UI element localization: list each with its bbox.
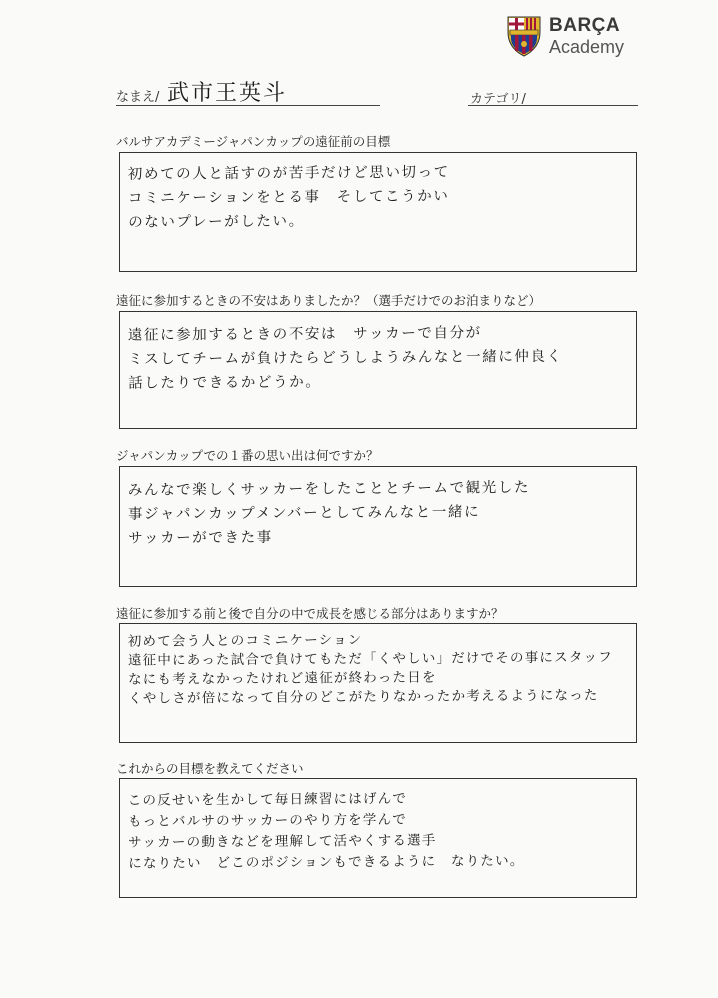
name-value: 武市王英斗 xyxy=(167,81,288,106)
answer-box-3 xyxy=(119,466,637,587)
answer-2-text: 遠征に参加するときの不安は サッカーで自分が ミスしてチームが負けたらどうしようみんなと一緒に仲良く 話したりできるかどうか。 xyxy=(127,325,563,392)
logo-subtitle: Academy xyxy=(549,37,625,57)
name-label: なまえ/ xyxy=(116,90,160,105)
barca-crest-icon xyxy=(505,14,543,58)
category-underline xyxy=(468,105,638,106)
answer-1-text: 初めての人と話すのが苦手だけど思い切って コミニケーションをとる事 そしてこうかい のないプレーがしたい。 xyxy=(127,164,450,231)
question-4-label: 遠征に参加する前と後で自分の中で成長を感じる部分はありますか？ xyxy=(116,606,504,621)
answer-3-text: みんなで楽しくサッカーをしたこととチームで観光した 事ジャパンカップメンバーとしてみんなと一緒に サッカーができた事 xyxy=(127,479,531,547)
name-underline xyxy=(116,105,380,106)
barca-academy-logo xyxy=(505,14,645,64)
category-label: カテゴリ/ xyxy=(470,92,526,107)
question-1-label: バルサアカデミージャパンカップの遠征前の目標 xyxy=(116,134,391,149)
answer-4-text: 初めて会う人とのコミニケーション 遠征中にあった試合で負けてもただ「くやしい」だけでその事にスタッフ なにも考えなかったけれど遠征が終わった日を くやしさが倍になって自分のどこがたりなかったか考えるようになった xyxy=(127,632,613,707)
answer-box-4 xyxy=(119,623,637,743)
question-2-label: 遠征に参加するときの不安はありましたか？（選手だけでのお泊まりなど） xyxy=(116,293,542,308)
answer-box-5 xyxy=(119,778,637,898)
answer-box-1 xyxy=(119,152,637,272)
answer-5-text: この反せいを生かして毎日練習にはげんで もっとバルサのサッカーのやり方を学んで サッカーの動きなどを理解して活やくする選手 になりたい どこのポジションもできるように なりたい。 xyxy=(127,790,525,872)
question-3-label: ジャパンカップでの１番の思い出は何ですか？ xyxy=(116,448,379,463)
answer-box-2 xyxy=(119,311,637,429)
logo-wordmark: BARÇA xyxy=(549,15,621,36)
question-5-label: これからの目標を教えてください xyxy=(116,761,304,776)
